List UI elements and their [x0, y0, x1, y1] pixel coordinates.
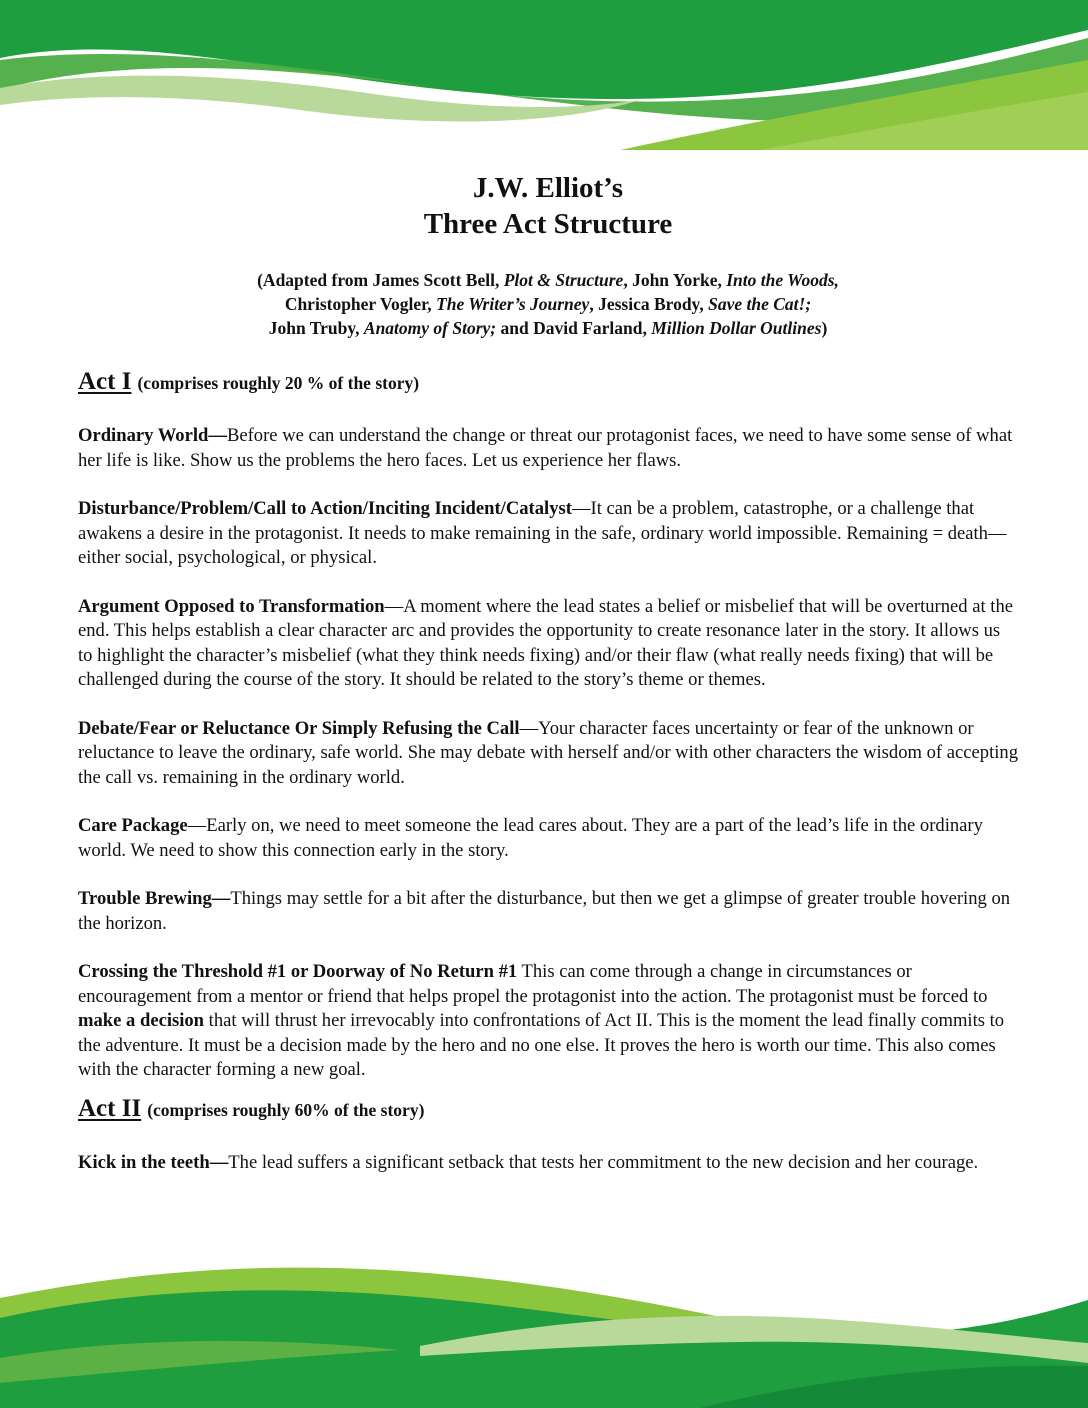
header-wave-decoration	[0, 0, 1088, 150]
act-1-label: Act I	[78, 368, 132, 395]
source-text: and David Farland,	[496, 318, 652, 338]
title-line-subject: Three Act Structure	[423, 208, 673, 240]
source-book-title: Plot & Structure	[503, 270, 624, 290]
source-text: Christopher Vogler,	[284, 294, 437, 314]
act-2-note: (comprises roughly 60% of the story)	[147, 1099, 425, 1120]
act-1-heading	[78, 368, 1018, 396]
section-text: Things may settle for a bit after the disturbance, but then we get a glimpse of greater trouble hovering on the horizon.	[78, 888, 1011, 934]
act-2-heading	[78, 1095, 1018, 1123]
section-term: Ordinary World—	[78, 425, 227, 446]
source-text: , John Yorke,	[623, 270, 727, 290]
footer-wave-decoration	[0, 1238, 1088, 1408]
section-disturbance	[78, 497, 1018, 571]
section-text: —Your character faces uncertainty or fear of the unknown or reluctance to leave the ordinary, safe world. She may debate with herself and/or with other characters the wisdom of accepting the call vs. remaining in the ordinary world.	[78, 717, 1018, 788]
section-term: Care Package	[78, 815, 188, 836]
section-text: —A moment where the lead states a belief or misbelief that will be overturned at the end. This helps establish a clear character arc and provides the opportunity to create resonance later in the story. It allows us to highlight the character’s misbelief (what they think needs fixing) and/or their flaw (what really needs fixing) that will be challenged during the course of the story. It should be related to the story’s theme or themes.	[78, 595, 1014, 690]
title-line-author: J.W. Elliot’s	[472, 172, 624, 204]
source-text: John Truby,	[268, 318, 364, 338]
source-book-title: The Writer’s Journey	[436, 294, 590, 314]
source-text: (Adapted from James Scott Bell,	[257, 270, 504, 290]
act-1-note: (comprises roughly 20 % of the story)	[137, 373, 420, 393]
page-title	[78, 170, 1018, 242]
source-book-title: Save the Cat!;	[708, 294, 812, 314]
section-term: Argument Opposed to Transformation	[78, 595, 385, 617]
section-trouble-brewing	[78, 887, 1018, 936]
act-2-label: Act II	[78, 1094, 142, 1122]
section-text: Before we can understand the change or threat our protagonist faces, we need to have some sense of what her life is like. Show us the problems the hero faces. Let us experience her flaws.	[78, 425, 1013, 471]
source-book-title: Anatomy of Story;	[363, 318, 497, 338]
source-text: )	[821, 318, 828, 338]
section-text: that will thrust her irrevocably into confrontations of Act II. This is the moment the lead finally commits to the adventure. It must be a decision made by the hero and no one else. It proves the hero is worth our time. This also comes with the character forming a new goal.	[78, 1010, 1005, 1080]
source-text: , Jessica Brody,	[589, 294, 709, 314]
section-term: Disturbance/Problem/Call to Action/Inciting Incident/Catalyst	[78, 498, 572, 519]
section-care-package	[78, 814, 1018, 863]
section-ordinary-world	[78, 424, 1018, 473]
section-emphasis: make a decision	[78, 1010, 205, 1031]
source-book-title: Into the Woods,	[726, 270, 839, 290]
section-text: This can come through a change in circumstances or encouragement from a mentor or friend that helps propel the protagonist into the action. The protagonist must be forced to	[78, 961, 988, 1007]
section-debate	[78, 717, 1018, 791]
section-kick-in-the-teeth	[78, 1151, 1018, 1176]
section-text: —It can be a problem, catastrophe, or a challenge that awakens a desire in the protagonist. It needs to make remaining in the safe, ordinary world impossible. Remaining = death—either social, psychological, or physical.	[78, 498, 1007, 568]
section-term: Debate/Fear or Reluctance Or Simply Refusing the Call	[78, 717, 520, 739]
section-argument-opposed	[78, 595, 1018, 693]
section-text: —Early on, we need to meet someone the lead cares about. They are a part of the lead’s life in the ordinary world. We need to show this connection early in the story.	[78, 815, 983, 861]
section-term: Trouble Brewing—	[78, 888, 231, 909]
section-term: Crossing the Threshold #1 or Doorway of No Return #1	[78, 961, 518, 982]
section-text: The lead suffers a significant setback that tests her commitment to the new decision and her courage.	[228, 1151, 979, 1173]
sources-attribution	[78, 268, 1018, 340]
document-body	[78, 170, 1018, 1175]
section-term: Kick in the teeth—	[78, 1151, 229, 1173]
source-book-title: Million Dollar Outlines	[651, 318, 822, 338]
section-crossing-threshold	[78, 960, 1018, 1083]
